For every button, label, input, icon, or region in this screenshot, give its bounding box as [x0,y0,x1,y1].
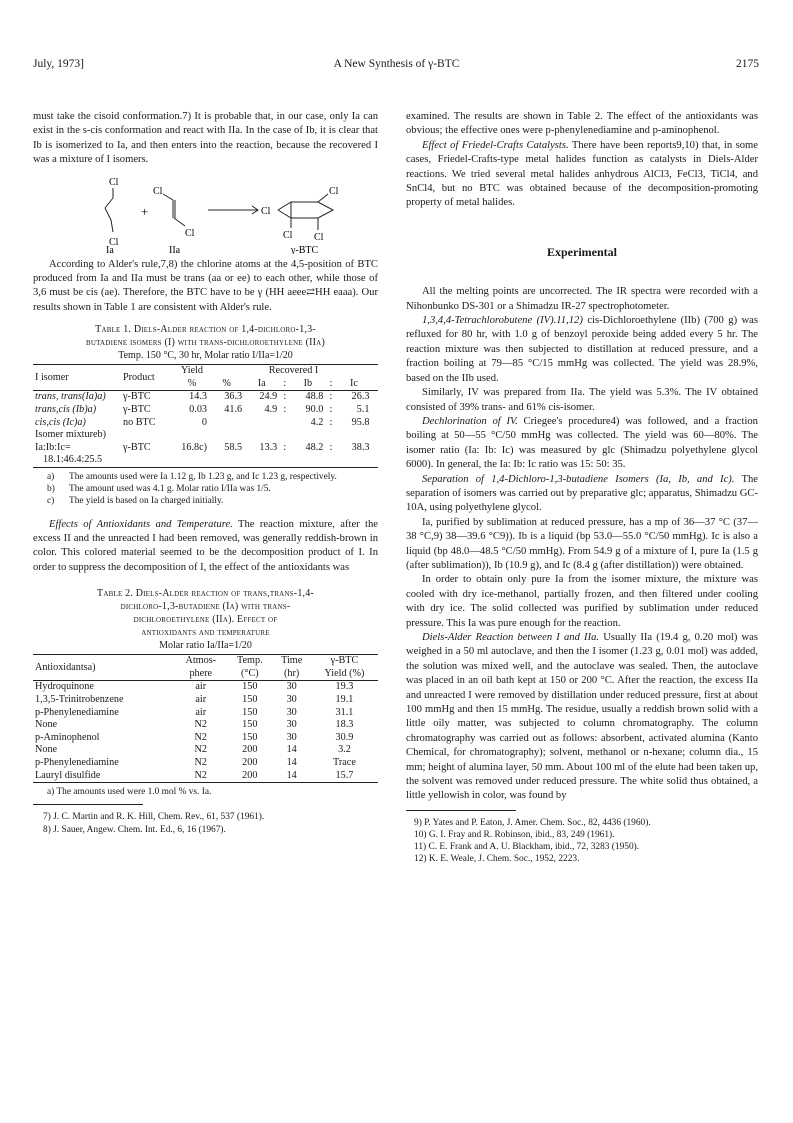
cell: 30 [286,731,297,743]
plus-sign: + [141,203,149,219]
caption-line: Temp. 150 °C, 30 hr, Molar ratio I/IIa=1/20 [118,350,293,362]
cell: 24.9 [259,391,278,403]
cell: 14.3 [189,391,207,403]
cell: 14 [286,769,297,781]
cell: : [329,391,333,403]
paragraph [406,314,758,386]
table2-caption [33,587,378,652]
col-head: Temp. [237,655,263,667]
paragraph: Ia, purified by sublimation at reduced pressure, has a mp of 36—37 °C (37—38 °C,9) 38—39.6 °C9)). Ib is a liquid (bp 53.0—55.0 °C/50 mmHg). Ic is also a liquid (bp 48.0—48.5 °C/50 mmHg). From 54.9 g of a mixture of I, pure Ia (1.5 g (after sublimation)), Ib (10.9 g), and Ic (8.4 g (after distillation)) were obtained. [406,516,758,571]
paragraph-title: Dechlorination of IV. [422,415,518,427]
cl-label: Cl [185,227,195,239]
cell: 150 [242,694,258,706]
col-head: γ-BTC [330,655,359,667]
table2 [33,654,378,783]
caption-line: dichloro-1,3-butadiene (Ia) with trans- [120,601,291,613]
cell: 95.8 [351,416,370,428]
paragraph-title: 1,3,4,4-Tetrachlorobutene (IV).11,12) [422,315,583,327]
compound-label-btc: γ-BTC [291,244,319,254]
col-head: % [187,377,197,389]
cl-label: Cl [109,176,119,188]
cell: 18.3 [335,719,354,731]
cell: : [283,391,287,403]
cell: 48.8 [305,391,324,403]
paragraph-text: cis-Dichloroethylene (IIb) (700 g) was refluxed for 80 hr, with 1.0 g of benzoyl peroxide being added every 5 hr. The reaction mixture was then subjected to distillation at reduced pressure, and a fraction boiling at 79—85 °C/15 mmHg was collected. The yield was 28.9%, based on the IIb used. [406,315,759,384]
cell: air [195,706,207,718]
note-mark: b) [47,484,55,495]
note-mark: c) [47,496,55,507]
cell: 30 [286,694,297,706]
cl-label: Cl [109,236,119,248]
cell: γ-BTC [123,441,151,453]
cell: Ia:Ib:Ic= [35,441,71,453]
cell: 36.3 [224,391,243,403]
cl-label: Cl [261,205,271,217]
cell: 30 [286,719,297,731]
cell: 41.6 [224,404,243,416]
cell: 16.8c) [181,441,207,453]
table-row [33,770,378,783]
caption-line: Molar ratio Ia/IIa=1/20 [159,640,252,652]
col-head: Yield (%) [324,667,365,679]
table1 [33,364,378,468]
cell: 90.0 [305,404,324,416]
cell [209,417,244,430]
right-column [406,110,758,866]
footnote: 7) J. C. Martin and R. K. Hill, Chem. Rev., 61, 537 (1961). [43,812,265,823]
cl-label: Cl [329,185,339,197]
paragraph-title: Effect of Friedel-Crafts Catalysts. [422,139,569,151]
paragraph [406,631,758,804]
cell: 1,3,5-Trinitrobenzene [35,694,124,706]
col-head: Ic [349,377,358,389]
col-head: Product [123,371,155,383]
cell: N2 [194,769,207,781]
table-row [33,404,378,417]
paragraph [406,139,758,211]
cell: 38.3 [351,441,370,453]
cell: 19.1 [335,694,354,706]
cell: 200 [242,756,258,768]
footnote: 11) C. E. Frank and A. U. Blackham, ibid., 72, 3283 (1950). [414,842,640,853]
cell: trans, trans(Ia)a) [35,391,106,403]
cell: : [283,404,287,416]
cell: 30.9 [335,731,354,743]
cell: air [195,694,207,706]
cell: 18.1:46.4:25.5 [43,454,103,466]
cell: 3.2 [338,744,351,756]
cell: p-Aminophenol [35,731,100,743]
col-head: Ia [257,377,266,389]
cell: None [35,744,58,756]
cell: 150 [242,731,258,743]
note-mark: a) [47,472,55,482]
table-row [33,417,378,430]
cell: 15.7 [335,769,354,781]
col-head: (hr) [284,667,300,679]
cell: p-Phenylenediamine [35,756,119,768]
paragraph: examined. The results are shown in Table 2. The effect of the antioxidants was obvious; the effective ones were p-phenylenediamine and p-aminophenol. [406,111,758,137]
paragraph: Similarly, IV was prepared from IIa. The yield was 5.3%. The IV obtained consisted of 39% trans- and 61% cis-isomer. [406,387,758,413]
note-text: The amounts used were Ia 1.12 g, Ib 1.23 g, and Ic 1.23 g, respectively. [69,472,337,482]
table-row [33,442,378,455]
footnotes [33,811,378,835]
col-head: (°C) [240,667,259,679]
cell: 200 [242,744,258,756]
note-text: The amount used was 4.1 g. Molar ratio I/IIa was 1/5. [69,484,271,495]
table-row [33,707,378,720]
table1-caption [33,323,378,362]
running-header-title: A New Synthesis of γ-BTC [333,58,460,70]
caption-line: antioxidants and temperature [141,627,270,639]
cell: : [329,404,333,416]
cell: p-Phenylenediamine [35,706,119,718]
cell: 48.2 [305,441,324,453]
table-row [33,732,378,745]
col-head: : [329,377,333,389]
cell: Isomer mixtureb) [35,429,107,441]
cell: : [283,441,287,453]
cell: air [195,681,207,693]
col-head: Antioxidantsa) [35,661,96,673]
cell: 150 [242,719,258,731]
section-heading: Experimental [547,244,617,259]
running-header-date: July, 1973] [33,58,85,70]
cell: 26.3 [351,391,370,403]
paragraph-text: The reaction mixture, after the excess II and the unreacted I had been removed, was generally reddish-brown in color. This colored material seemed to be the decomposition product of I. In order to suppress the decomposition of I, the effect of the antioxidants was [33,518,378,573]
cell: N2 [194,731,207,743]
cell: N2 [194,756,207,768]
cell: γ-BTC [123,391,151,403]
cell: Lauryl disulfide [35,769,101,781]
cell [244,417,279,430]
cl-label: Cl [153,185,163,197]
cell: None [35,719,58,731]
table-row [33,719,378,732]
col-head: phere [189,667,213,679]
cell: 150 [242,681,258,693]
paragraph: must take the cisoid conformation.7) It is probable that, in our case, only Ia can exist in the s-cis conformation and react with IIa. In the case of Ib, it is clear that Ib is isomerized to Ia, and then enters into the reaction, because the recovered I was a mixture of I isomers. [33,111,378,166]
footnote-rule [406,810,516,811]
table-row [33,454,378,467]
cell: 58.5 [224,441,243,453]
table-row [33,391,378,404]
col-head: Atmos- [185,655,217,667]
table-note [47,483,378,495]
reaction-scheme [33,174,378,254]
paragraph-text: There have been reports9,10) that, in some cases, Friedel-Crafts-type metal halides function as catalysts in Diels-Alder reactions. We tried several metal halides anhydrous AlCl3, FeCl3, TiCl4, and SnCl4, but no BTC was obtained because of the decomposition-promoting property of metal halides. [406,139,758,209]
paragraph-text: The separation of isomers was carried out by preparative glc; apparatus, Shimadzu GC-10A, using polyethylene glycol. [406,473,758,514]
paragraph [33,518,378,576]
table1-notes [47,471,378,508]
cell: N2 [194,744,207,756]
table-note [47,495,378,507]
cell: cis,cis (Ic)a) [35,416,86,428]
paragraph-title: Effects of Antioxidants and Temperature. [49,518,233,530]
table-row [33,681,378,694]
cell: 0.03 [189,404,207,416]
col-head: Time [281,655,303,667]
paragraph [406,473,758,516]
cell: : [329,441,333,453]
cell: no BTC [123,416,156,428]
cell: 30 [286,681,297,693]
col-head: : [283,377,287,389]
cell: 19.3 [335,681,354,693]
cell: Hydroquinone [35,681,94,693]
cell: trans,cis (Ib)a) [35,404,97,416]
footnote-rule [33,804,143,805]
footnotes [406,817,758,866]
page-number: 2175 [736,58,759,70]
cell: 14 [286,744,297,756]
table-row [33,757,378,770]
col-head: Recovered I [268,365,319,377]
footnote: 12) K. E. Weale, J. Chem. Soc., 1952, 2223. [414,854,580,865]
col-head: I isomer [35,371,69,383]
paragraph: In order to obtain only pure Ia from the isomer mixture, the mixture was cooled with dry ice-methanol, partially frozen, and then filtered under cooling with dry ice. The solid collected was purified by sublimation under reduced pressure. This Ia was pure enough for the reaction. [406,574,758,629]
table-note [47,471,378,483]
caption-line: dichloroethylene (IIa). Effect of [133,614,278,626]
left-column [33,110,378,836]
paragraph: All the melting points are uncorrected. The IR spectra were recorded with a Nihonbunko DS-301 or a Shimadzu IR-27 spectrophotometer. [406,286,758,312]
footnote: 9) P. Yates and P. Eaton, J. Amer. Chem. Soc., 82, 4436 (1960). [414,817,651,828]
cell: γ-BTC [123,404,151,416]
paragraph: According to Alder's rule,7,8) the chlorine atoms at the 4,5-position of BTC produced from Ia and IIa must be trans (aa or ee) to each other, while those of 3,6 must be cis (ae). Therefore, the BTC have to be γ (HH aeee⇄HH eaaa). Our results shown in Table 1 are consistent with Alder's rule. [33,258,378,313]
compound-label-iia: IIa [169,244,181,254]
cell: 0 [201,416,207,428]
cell: N2 [194,719,207,731]
table-row [33,744,378,757]
caption-line: butadiene isomers (I) with trans-dichloroethylene (IIa) [86,337,325,349]
note-text: The yield is based on Ia charged initially. [69,496,224,507]
cell: 31.1 [335,706,354,718]
cell: Trace [333,756,356,768]
caption-line: Table 1. Diels-Alder reaction of 1,4-dichloro-1,3- [95,324,316,336]
col-head: Yield [180,365,204,377]
cell: 5.1 [356,404,370,416]
cl-label: Cl [314,231,324,243]
col-head: % [222,377,231,389]
cell: 200 [242,769,258,781]
paragraph-title: Diels-Alder Reaction between I and IIa. [422,632,600,643]
footnote: 8) J. Sauer, Angew. Chem. Int. Ed., 6, 16 (1967). [43,824,226,835]
col-head: Ib [303,377,313,389]
paragraph-text: Criegee's procedure4) was followed, and a fraction boiling at 50—55 °C/50 mmHg was collected. The yield was 60—80%. The isomer ratio (Ia: Ib: Ic) was measured by glc (Shimadzu polyethylene glycol 6000). In general, the Ia: Ib: Ic ratio was 15: 50: 35. [406,415,758,471]
cell: : [329,416,333,428]
table-row [33,429,378,442]
cell: 13.3 [259,441,278,453]
paragraph-title: Separation of 1,4-Dichloro-1,3-butadiene Isomers (Ia, Ib, and Ic). [422,473,735,485]
cell: 30 [286,706,297,718]
cl-label: Cl [283,229,293,241]
cell: 14 [286,756,297,768]
caption-line: Table 2. Diels-Alder reaction of trans,trans-1,4- [97,588,314,600]
paragraph [406,415,758,473]
cell: 4.9 [264,404,278,416]
table2-note: a) The amounts used were 1.0 mol % vs. Ia. [47,787,212,798]
compound-label-ia: Ia [106,244,114,254]
paragraph-text: Usually IIa (19.4 g, 0.20 mol) was weighed in a 50 ml autoclave, and then the I isomer (1.23 g, 0.01 mol) was added, the solution was mixed well, and the autoclave was sealed. Then, the autoclave was placed in an oil bath kept at 150 or 200 °C. After the reaction, the excess IIa and unreacted I were removed by distillation under reduced pressure, first at about 100 mmHg and then 15 mmHg. The residue, usually a reddish brown solid with a little oily matter, was subjected to column chromatography. The column chromatography was carried out as follows: absorbent, activated alumina (Kanto Chemical, for chromatography); solvent, methanol or n-hexane; column dia., 15 mm; height of alumina layer, 50 mm. About 100 ml of the elute had been taken up, the solvent was removed under reduced pressure. The white solid thus obtained, a little yellowish in color, was found by [406,632,758,802]
table-row [33,694,378,707]
cell: 4.2 [310,416,324,428]
footnote: 10) G. I. Fray and R. Robinson, ibid., 83, 249 (1961). [414,830,615,841]
cell: 150 [242,706,258,718]
reaction-scheme-drawing [33,174,378,254]
